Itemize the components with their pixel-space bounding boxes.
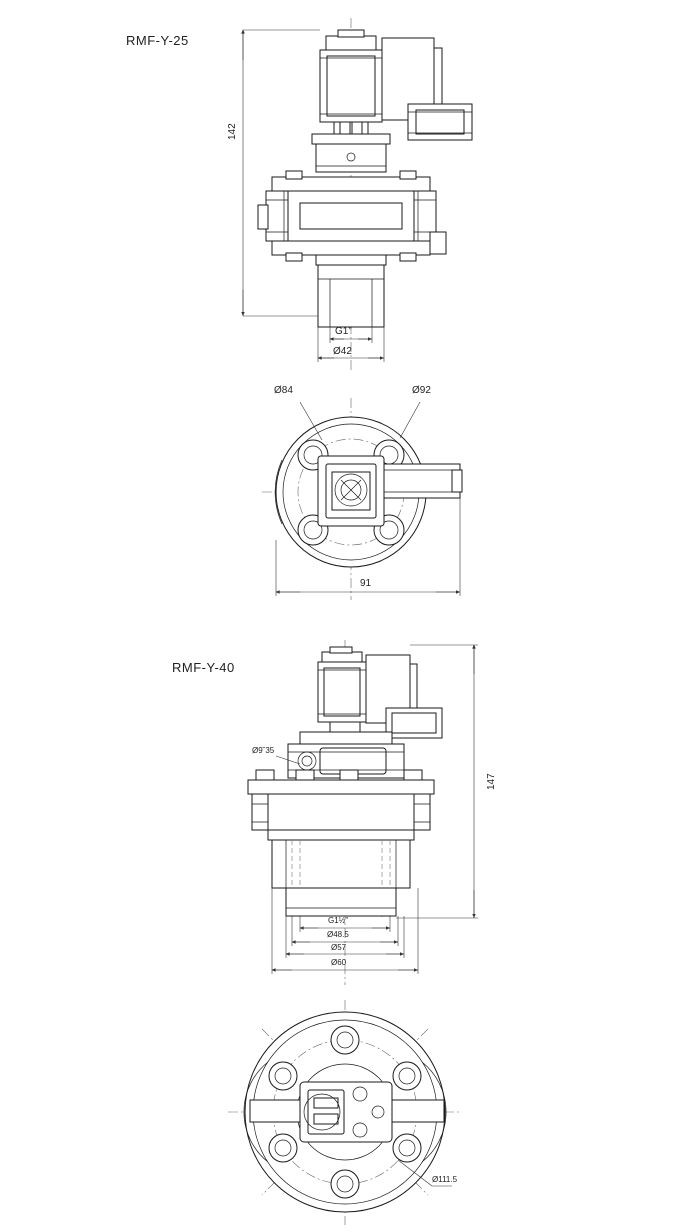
dim-rmf-y-25-width: 91 — [360, 578, 372, 589]
view-rmf-y-40-front — [248, 640, 478, 985]
dim-rmf-y-40-height: 147 — [486, 773, 497, 790]
dim-rmf-y-40-bore: Ø48.5 — [327, 930, 349, 939]
dim-rmf-y-40-body-dia: Ø60 — [331, 958, 347, 967]
dim-rmf-y-25-body-dia: Ø42 — [333, 346, 352, 357]
view-label-rmf-y-40: RMF-Y-40 — [172, 660, 235, 675]
dim-rmf-y-40-thread: G1½” — [328, 916, 349, 925]
view-rmf-y-25-bottom — [262, 398, 462, 600]
dim-rmf-y-40-outer-dia: Ø111.5 — [432, 1175, 458, 1184]
view-label-rmf-y-25: RMF-Y-25 — [126, 33, 189, 48]
view-rmf-y-40-bottom — [228, 1000, 462, 1225]
dim-rmf-y-25-thread: G1” — [335, 326, 352, 337]
dim-rmf-y-40-note: Ø9˘35 — [252, 746, 275, 755]
dim-rmf-y-25-outer-dia: Ø92 — [412, 385, 431, 396]
dim-rmf-y-40-seat: Ø57 — [331, 943, 347, 952]
dim-rmf-y-25-height: 142 — [227, 123, 238, 140]
dim-rmf-y-25-bolt-circle: Ø84 — [274, 385, 293, 396]
view-rmf-y-25-front — [243, 18, 472, 372]
